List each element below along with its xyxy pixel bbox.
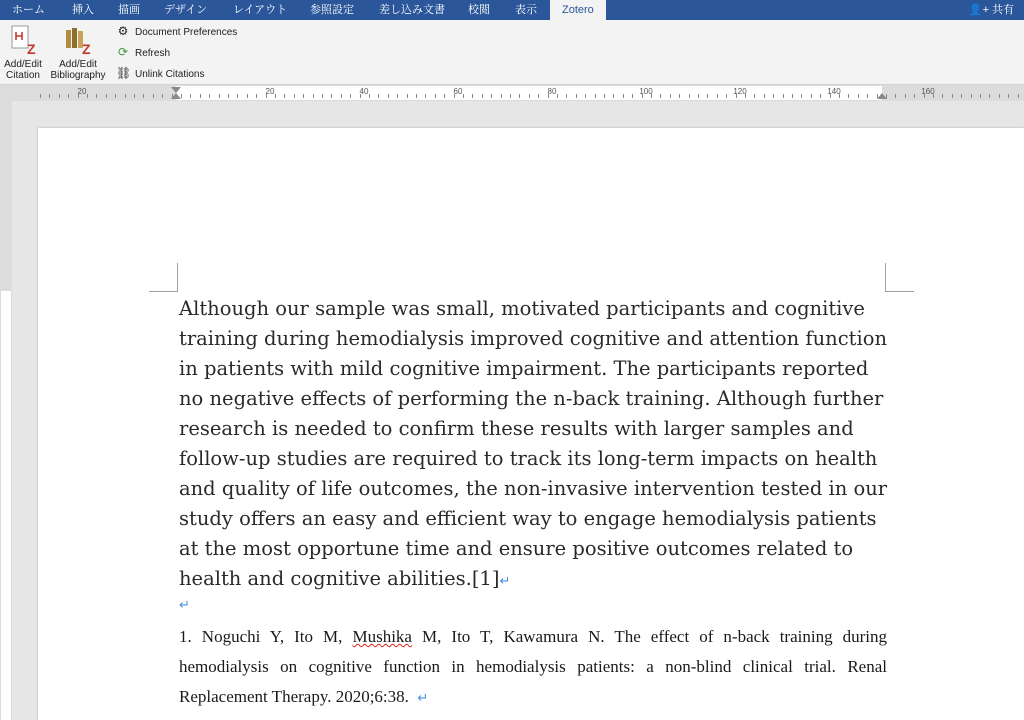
ruler-tick (350, 94, 351, 98)
empty-paragraph[interactable] (179, 596, 190, 616)
add-person-icon: 👤+ (968, 4, 989, 16)
ruler-tick (303, 94, 304, 98)
unlink-citations-label: Unlink Citations (135, 69, 205, 80)
ruler-tick (96, 94, 97, 98)
ruler-label: 120 (733, 87, 747, 96)
ruler-tick (397, 94, 398, 98)
tab-layout[interactable]: レイアウト (233, 4, 288, 16)
ruler-tick (585, 94, 586, 98)
ruler-tick (501, 94, 502, 98)
ruler-tick (576, 94, 577, 98)
horizontal-ruler[interactable] (0, 85, 1024, 101)
share-label: 共有 (992, 4, 1014, 16)
ruler-label: 20 (265, 87, 275, 96)
ruler-tick (40, 94, 41, 98)
ruler-tick (698, 94, 699, 98)
ruler-tick (425, 94, 426, 98)
ruler-tick (848, 94, 849, 98)
ruler-label: 40 (359, 87, 369, 96)
vertical-ruler[interactable] (0, 101, 12, 720)
bibliography-label-line1: Add/Edit (59, 59, 97, 70)
ruler-tick (275, 94, 276, 98)
tab-view[interactable]: 表示 (515, 4, 537, 16)
ruler-tick (331, 94, 332, 98)
bibliography-entry[interactable] (179, 622, 887, 714)
bibliography-label-line2: Bibliography (50, 70, 106, 81)
ruler-tick (237, 94, 238, 98)
ruler-tick (322, 94, 323, 98)
tab-review[interactable]: 校閲 (468, 4, 490, 16)
ruler-tick (125, 94, 126, 98)
ruler-tick (538, 94, 539, 98)
ruler-tick (463, 94, 464, 98)
ruler-tick (87, 94, 88, 98)
ruler-label: 140 (827, 87, 841, 96)
tab-home[interactable]: ホーム (12, 4, 45, 16)
body-paragraph[interactable] (179, 294, 891, 597)
ruler-tick (491, 94, 492, 98)
ruler-tick (660, 94, 661, 98)
ruler-tick (68, 94, 69, 98)
ruler-tick (707, 94, 708, 98)
ruler-tick (942, 94, 943, 98)
ruler-tick (341, 94, 342, 98)
ruler-tick (115, 94, 116, 98)
ruler-tick (1018, 94, 1019, 98)
ruler-tick (613, 94, 614, 98)
ruler-tick (209, 94, 210, 98)
refresh-button[interactable] (116, 43, 170, 61)
refresh-icon: ⟳ (117, 45, 129, 59)
ruler-label: 160 (921, 87, 935, 96)
ruler-tick (369, 94, 370, 98)
tab-zotero[interactable]: Zotero (550, 0, 606, 20)
ruler-tick (228, 94, 229, 98)
left-indent-marker[interactable] (171, 93, 181, 99)
zotero-citation-icon (8, 24, 38, 56)
ruler-tick (783, 94, 784, 98)
ruler-tick (726, 94, 727, 98)
ruler-tick (313, 94, 314, 98)
ruler-tick (200, 94, 201, 98)
ruler-tick (566, 94, 567, 98)
ruler-tick (679, 94, 680, 98)
tab-references[interactable]: 参照設定 (310, 4, 354, 16)
ruler-tick (482, 94, 483, 98)
vertical-ruler-text-area (1, 291, 11, 720)
ruler-tick (59, 94, 60, 98)
ruler-tick (971, 94, 972, 98)
zotero-ribbon (0, 20, 1024, 85)
document-preferences-label: Document Preferences (135, 27, 238, 38)
ruler-tick (416, 94, 417, 98)
add-edit-bibliography-button[interactable] (48, 24, 108, 81)
ruler-tick (999, 94, 1000, 98)
ruler-tick (247, 94, 248, 98)
citation-label-line1: Add/Edit (4, 59, 42, 70)
ruler-tick (284, 94, 285, 98)
reference-text-start: 1. Noguchi Y, Ito M, (179, 627, 353, 646)
gear-icon: ⚙ (117, 24, 129, 38)
ruler-tick (49, 94, 50, 98)
ruler-tick (689, 94, 690, 98)
add-edit-citation-button[interactable] (2, 24, 44, 81)
ruler-tick (106, 94, 107, 98)
ruler-tick (632, 94, 633, 98)
paragraph-mark-icon: ↵ (417, 691, 429, 706)
ruler-tick (858, 94, 859, 98)
margin-corner-marker (149, 263, 178, 292)
reference-text-end: M, Ito T, Kawamura N. The effect of n-back training during hemodialysis on cognitive function in hemodialysis patients: a non-blind clinical trial. Renal Replacement Therapy. 2020;6:38. (179, 627, 888, 706)
ruler-tick (388, 94, 389, 98)
ruler-tick (952, 94, 953, 98)
ruler-tick (444, 94, 445, 98)
paragraph-mark-icon: ↵ (499, 574, 511, 589)
ruler-tick (717, 94, 718, 98)
ruler-tick (378, 94, 379, 98)
unlink-citations-button[interactable] (116, 64, 204, 82)
ruler-tick (162, 94, 163, 98)
ruler-tick (792, 94, 793, 98)
zotero-bibliography-icon (63, 24, 93, 56)
right-indent-marker[interactable] (877, 93, 887, 99)
paragraph-text: Although our sample was small, motivated participants and cognitive training during hemodialysis improved cognitive and attention function in patients with mild cognitive impairment. The participants reported no negative effects of performing the n-back training. Although further research is needed to confirm these results with larger samples and follow-up studies are required to track its long-term impacts on health and quality of life outcomes, the non-invasive intervention tested in our study offers an easy and efficient way to engage hemodialysis patients at the most opportune time and ensure positive outcomes related to health and cognitive abilities.[1] (179, 297, 888, 590)
tab-draw[interactable]: 描画 (118, 4, 140, 16)
margin-corner-marker (885, 263, 914, 292)
ruler-tick (256, 94, 257, 98)
tab-design[interactable]: デザイン (164, 4, 208, 16)
ruler-tick (510, 94, 511, 98)
citation-label-line2: Citation (6, 70, 40, 81)
ruler-tick (472, 94, 473, 98)
ruler-tick (604, 94, 605, 98)
ruler-tick (670, 94, 671, 98)
ruler-label: 100 (639, 87, 653, 96)
ruler-tick (801, 94, 802, 98)
ruler-tick (595, 94, 596, 98)
ruler-tick (895, 94, 896, 98)
ruler-tick (1008, 94, 1009, 98)
ruler-tick (811, 94, 812, 98)
ruler-tick (905, 94, 906, 98)
ruler-tick (519, 94, 520, 98)
ruler-tick (914, 94, 915, 98)
ruler-tick (773, 94, 774, 98)
svg-text:Z: Z (82, 41, 91, 56)
ruler-label: 60 (453, 87, 463, 96)
svg-text:Z: Z (27, 41, 36, 56)
ruler-tick (407, 94, 408, 98)
ruler-tick (623, 94, 624, 98)
ruler-tick (820, 94, 821, 98)
ruler-tick (867, 94, 868, 98)
ruler-tick (134, 94, 135, 98)
refresh-label: Refresh (135, 48, 171, 59)
ruler-label: 20 (77, 87, 87, 96)
ruler-tick (181, 94, 182, 98)
ruler-tick (294, 94, 295, 98)
document-preferences-button[interactable] (116, 22, 237, 40)
ribbon-tab-bar (0, 0, 1024, 20)
ruler-tick (190, 94, 191, 98)
ruler-tick (435, 94, 436, 98)
share-button[interactable] (969, 0, 1014, 20)
paragraph-mark-icon: ↵ (179, 598, 190, 613)
ruler-tick (143, 94, 144, 98)
unlink-icon: ⛓ (116, 66, 132, 80)
tab-mailings[interactable]: 差し込み文書 (379, 4, 445, 16)
ruler-tick (529, 94, 530, 98)
ruler-tick (153, 94, 154, 98)
misspelled-word: Mushika (352, 627, 412, 646)
document-page[interactable] (38, 128, 1024, 720)
ruler-tick (557, 94, 558, 98)
ruler-tick (219, 94, 220, 98)
ruler-label: 80 (547, 87, 557, 96)
ruler-tick (980, 94, 981, 98)
ruler-tick (961, 94, 962, 98)
ruler-tick (764, 94, 765, 98)
ruler-tick (989, 94, 990, 98)
tab-insert[interactable]: 挿入 (72, 4, 94, 16)
ruler-tick (754, 94, 755, 98)
